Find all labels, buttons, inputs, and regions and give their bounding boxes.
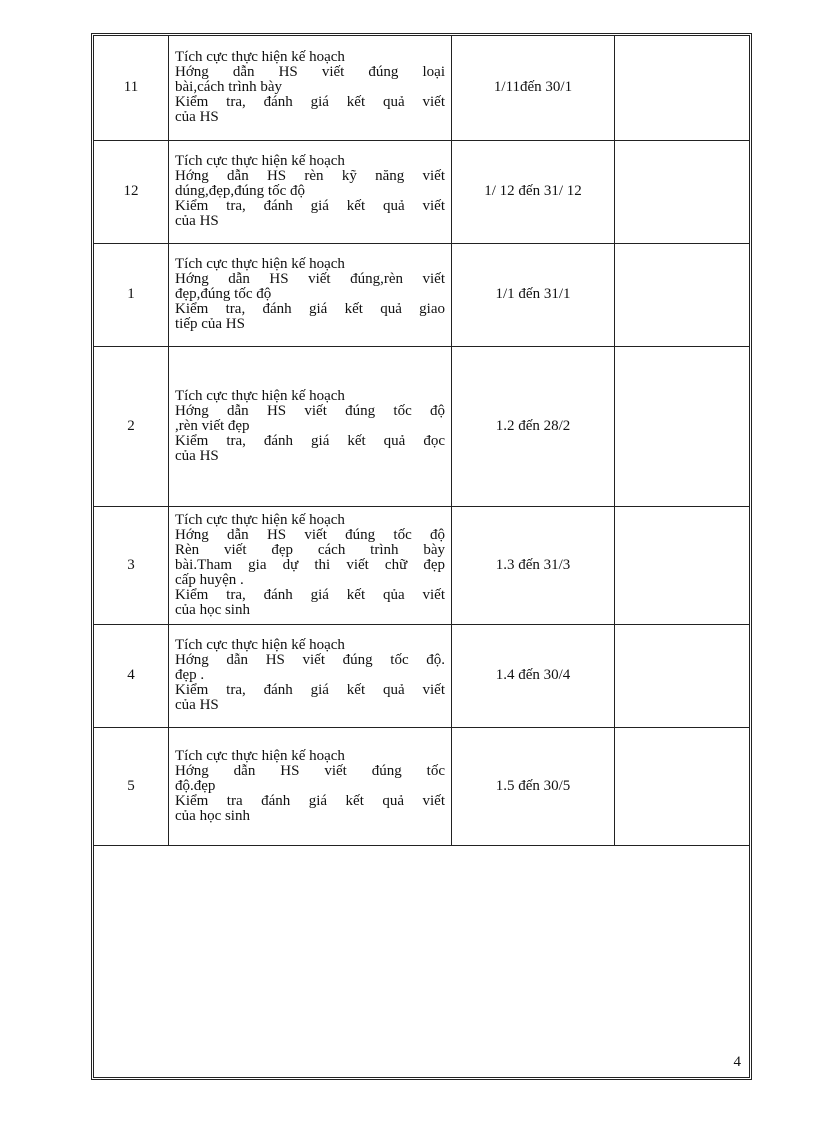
- table-row: [94, 243, 749, 346]
- content-line: Tích cực thực hiện kế hoạch: [175, 387, 345, 404]
- month-cell: 5: [94, 727, 169, 845]
- content-line: Hớng dẫn HS viết đúng,rèn viết: [175, 271, 445, 287]
- content-line: Kiểm tra đánh giá kết quả viết: [175, 792, 445, 809]
- content-line: Rèn viết đẹp cách trình bày: [175, 541, 445, 558]
- note-cell: [615, 506, 750, 624]
- content-cell: [169, 243, 452, 346]
- content-line: Hớng dẫn HS viết đúng loại: [175, 64, 445, 81]
- content-line: Kiểm tra, đánh giá kết qủa viết: [175, 586, 445, 603]
- content-line: Tích cực thực hiện kế hoạch: [175, 49, 345, 66]
- content-line: Kiểm tra, đánh giá kết quả viết: [175, 94, 445, 111]
- month-cell: 2: [94, 346, 169, 506]
- month-cell: 11: [94, 36, 169, 140]
- page-number: 4: [733, 1054, 741, 1070]
- month-cell: 1: [94, 243, 169, 346]
- date-range-cell: 1/1 đến 31/1: [452, 243, 615, 346]
- content-cell: [169, 140, 452, 243]
- note-cell: [615, 346, 750, 506]
- content-line: của HS: [175, 109, 219, 126]
- content-cell: [169, 727, 452, 845]
- content-line: Hớng dẫn HS viết đúng tốc độ.: [175, 652, 445, 668]
- content-line: của HS: [175, 213, 219, 229]
- content-line: độ.đẹp: [175, 777, 216, 794]
- date-range-cell: 1.3 đến 31/3: [452, 506, 615, 624]
- content-line: dúng,đẹp,đúng tốc độ: [175, 183, 305, 199]
- content-line: ,rèn viết đẹp: [175, 417, 250, 434]
- content-line: Kiểm tra, đánh giá kết quả viết: [175, 682, 445, 698]
- plan-table: [94, 36, 749, 846]
- date-range-cell: 1.2 đến 28/2: [452, 346, 615, 506]
- date-range-cell: 1/ 12 đến 31/ 12: [452, 140, 615, 243]
- content-line: đẹp,đúng tốc độ: [175, 286, 272, 302]
- date-range-cell: 1.4 đến 30/4: [452, 624, 615, 727]
- date-range-cell: 1.5 đến 30/5: [452, 727, 615, 845]
- table-row: [94, 346, 749, 506]
- content-line: của học sinh: [175, 807, 250, 824]
- content-line: Kiểm tra, đánh giá kết quả đọc: [175, 432, 445, 449]
- content-line: Tích cực thực hiện kế hoạch: [175, 747, 345, 764]
- table-row: [94, 140, 749, 243]
- table-row: [94, 624, 749, 727]
- content-line: của HS: [175, 697, 219, 713]
- note-cell: [615, 140, 750, 243]
- content-line: Tích cực thực hiện kế hoạch: [175, 637, 345, 653]
- page-frame: [91, 33, 752, 1080]
- month-cell: 12: [94, 140, 169, 243]
- content-line: bài,cách trình bày: [175, 79, 283, 96]
- note-cell: [615, 727, 750, 845]
- content-cell: [169, 346, 452, 506]
- content-line: Hớng dẫn HS viết đúng tốc độ: [175, 526, 445, 543]
- content-line: Tích cực thực hiện kế hoạch: [175, 256, 345, 272]
- note-cell: [615, 624, 750, 727]
- content-cell: [169, 36, 452, 140]
- content-line: của HS: [175, 447, 219, 464]
- date-range-cell: 1/11đến 30/1: [452, 36, 615, 140]
- content-line: tiếp của HS: [175, 316, 245, 332]
- content-line: Tích cực thực hiện kế hoạch: [175, 153, 345, 169]
- table-row: [94, 36, 749, 140]
- content-line: Kiểm tra, đánh giá kết quả viết: [175, 198, 445, 214]
- note-cell: [615, 36, 750, 140]
- month-cell: 3: [94, 506, 169, 624]
- content-line: cấp huyện .: [175, 571, 244, 588]
- content-line: Tích cực thực hiện kế hoạch: [175, 511, 345, 528]
- content-line: Hớng dẫn HS rèn kỹ năng viết: [175, 168, 445, 184]
- content-line: Hớng dẫn HS viết đúng tốc độ: [175, 402, 445, 419]
- content-line: Kiểm tra, đánh giá kết quả giao: [175, 301, 445, 317]
- content-line: của học sinh: [175, 601, 250, 618]
- content-line: đẹp .: [175, 667, 205, 683]
- note-cell: [615, 243, 750, 346]
- content-line: Hớng dẫn HS viết đúng tốc: [175, 762, 445, 779]
- month-cell: 4: [94, 624, 169, 727]
- content-cell: [169, 624, 452, 727]
- table-row: [94, 506, 749, 624]
- content-line: bài.Tham gia dự thi viết chữ đẹp: [175, 556, 445, 573]
- content-cell: [169, 506, 452, 624]
- table-row: [94, 727, 749, 845]
